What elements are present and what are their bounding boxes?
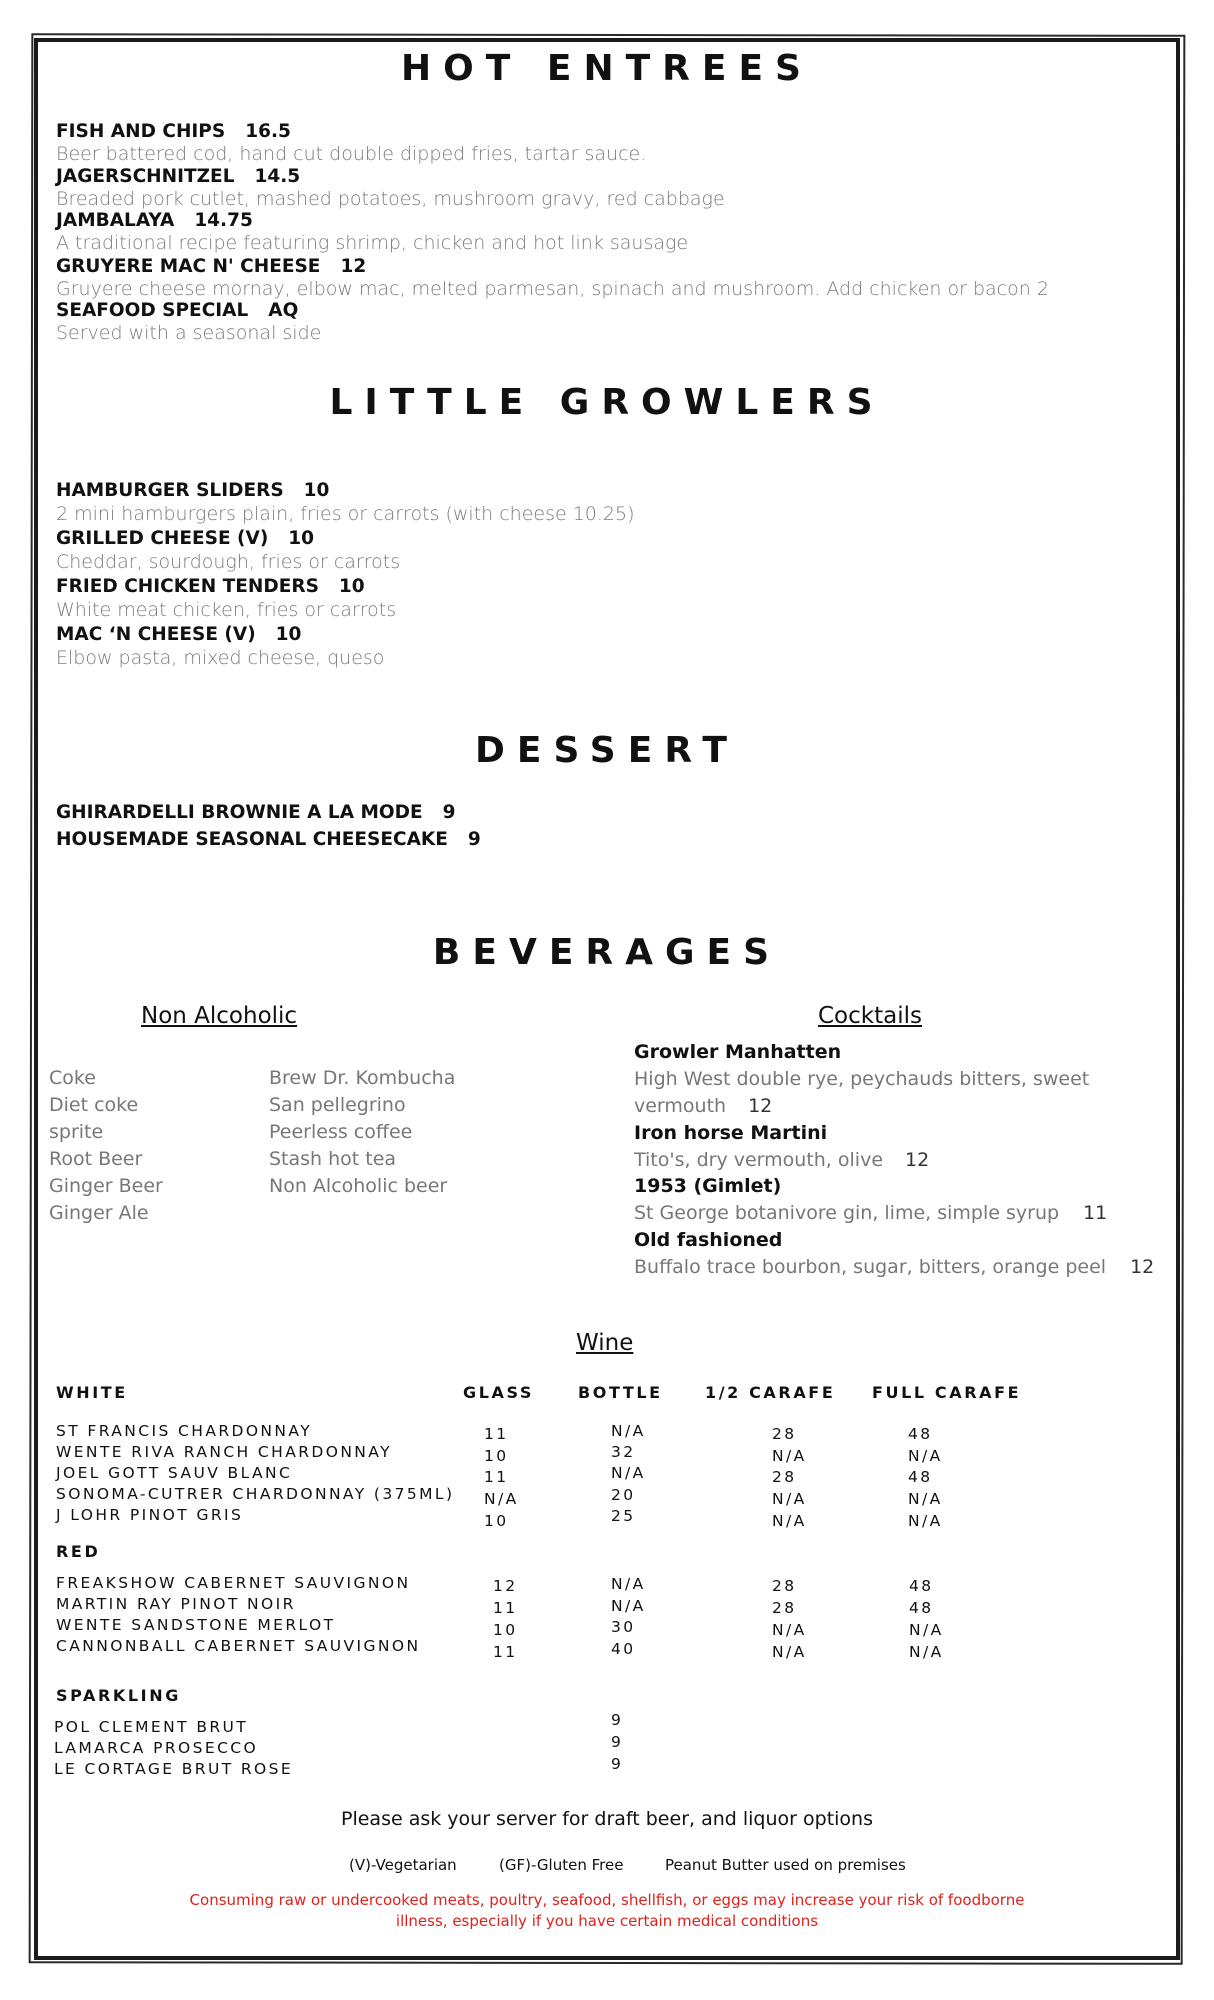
item-description: Elbow pasta, mixed cheese, queso [56, 647, 385, 669]
wine-name: JOEL GOTT SAUV BLANC [56, 1464, 293, 1482]
beverage-item: San pellegrino [269, 1094, 406, 1116]
wine-glass: N/A [484, 1490, 519, 1508]
item-description: White meat chicken, fries or carrots [56, 599, 397, 621]
wine-name: FREAKSHOW CABERNET SAUVIGNON [56, 1574, 411, 1592]
cocktail-description [634, 1095, 772, 1117]
item-price: 12 [340, 256, 367, 277]
wine-sparkling-label: SPARKLING [56, 1686, 181, 1705]
cocktail-description-text: Tito's, dry vermouth, olive [634, 1149, 884, 1171]
item-description: Served with a seasonal side [56, 322, 322, 344]
wine-name: POL CLEMENT BRUT [54, 1718, 249, 1736]
wine-full: N/A [909, 1621, 944, 1639]
menu-item [56, 829, 481, 850]
wine-col-full-carafe: FULL CARAFE [872, 1383, 1022, 1402]
item-description: A traditional recipe featuring shrimp, chicken and hot link sausage [56, 232, 689, 254]
item-name: JAMBALAYA [56, 210, 175, 231]
wine-bottle: 30 [611, 1618, 636, 1636]
wine-glass: 11 [484, 1425, 509, 1443]
wine-bottle: N/A [611, 1422, 646, 1440]
menu-item [56, 121, 291, 142]
wine-bottle: N/A [611, 1597, 646, 1615]
wine-bottle: 25 [611, 1507, 636, 1525]
wine-half: N/A [772, 1490, 807, 1508]
item-description: Gruyere cheese mornay, elbow mac, melted parmesan, spinach and mushroom. Add chicken or bacon 2 [56, 278, 1049, 300]
item-price: AQ [268, 300, 299, 321]
dessert-title: DESSERT [475, 730, 739, 771]
wine-bottle: N/A [611, 1464, 646, 1482]
wine-glass: 10 [484, 1512, 509, 1530]
item-price: 16.5 [245, 121, 291, 142]
wine-col-half-carafe: 1/2 CARAFE [705, 1383, 836, 1402]
beverage-item: Peerless coffee [269, 1121, 413, 1143]
wine-name: SONOMA-CUTRER CHARDONNAY (375ML) [56, 1485, 455, 1503]
item-price: 10 [338, 576, 365, 597]
wine-heading: Wine [576, 1330, 634, 1356]
wine-full: N/A [908, 1447, 943, 1465]
menu-item [56, 528, 314, 549]
wine-full: 48 [908, 1425, 933, 1443]
cocktail-price: 12 [748, 1095, 773, 1117]
item-description: 2 mini hamburgers plain, fries or carrots (with cheese 10.25) [56, 503, 635, 525]
wine-name: MARTIN RAY PINOT NOIR [56, 1595, 296, 1613]
item-name: GRILLED CHEESE (V) [56, 528, 269, 549]
wine-full: 48 [909, 1599, 934, 1617]
wine-glass: 10 [493, 1621, 518, 1639]
beverages-title: BEVERAGES [432, 932, 782, 973]
legend-peanut-butter: Peanut Butter used on premises [665, 1856, 906, 1874]
cocktail-price: 12 [905, 1149, 930, 1171]
wine-bottle: 9 [611, 1733, 624, 1751]
item-name: HAMBURGER SLIDERS [56, 480, 284, 501]
wine-name: WENTE SANDSTONE MERLOT [56, 1616, 336, 1634]
beverage-item: Diet coke [49, 1094, 139, 1116]
wine-bottle: 9 [611, 1755, 624, 1773]
item-price: 10 [303, 480, 330, 501]
wine-col-glass: GLASS [463, 1383, 535, 1402]
beverage-item: Ginger Beer [49, 1175, 163, 1197]
wine-glass: 11 [484, 1468, 509, 1486]
beverage-item: sprite [49, 1121, 104, 1143]
wine-half: 28 [772, 1425, 797, 1443]
wine-bottle: 9 [611, 1711, 624, 1729]
wine-full: N/A [909, 1643, 944, 1661]
cocktail-description-cont: vermouth [634, 1095, 727, 1117]
cocktail-name: 1953 (Gimlet) [634, 1175, 782, 1197]
wine-name: LE CORTAGE BRUT ROSE [54, 1760, 294, 1778]
cocktail-name: Old fashioned [634, 1229, 783, 1251]
menu-item [56, 256, 366, 277]
wine-col-white: WHITE [56, 1383, 128, 1402]
item-price: 14.5 [254, 166, 301, 187]
cocktail-name: Growler Manhatten [634, 1041, 842, 1063]
beverage-item: Stash hot tea [269, 1148, 397, 1170]
item-name: GHIRARDELLI BROWNIE A LA MODE [56, 802, 423, 823]
menu-item [56, 624, 301, 645]
item-price: 9 [467, 829, 481, 850]
wine-full: 48 [909, 1577, 934, 1595]
cocktail-price: 12 [1130, 1256, 1155, 1278]
wine-name: ST FRANCIS CHARDONNAY [56, 1422, 313, 1440]
beverage-item: Non Alcoholic beer [269, 1175, 448, 1197]
wine-glass: 11 [493, 1599, 518, 1617]
cocktail-description-text: St George botanivore gin, lime, simple syrup [634, 1202, 1060, 1224]
beverage-item: Root Beer [49, 1148, 143, 1170]
cocktail-description [634, 1202, 1107, 1224]
menu-item [56, 210, 253, 231]
wine-bottle: 32 [611, 1443, 636, 1461]
wine-col-bottle: BOTTLE [578, 1383, 663, 1402]
menu-item [56, 576, 365, 597]
item-name: FRIED CHICKEN TENDERS [56, 576, 319, 597]
cocktail-description [634, 1256, 1154, 1278]
wine-bottle: N/A [611, 1575, 646, 1593]
menu-item [56, 802, 456, 823]
wine-glass: 11 [493, 1643, 518, 1661]
wine-full: N/A [908, 1490, 943, 1508]
item-price: 10 [275, 624, 302, 645]
little-growlers-title: LITTLE GROWLERS [329, 382, 885, 423]
item-name: MAC ‘N CHEESE (V) [56, 624, 256, 645]
item-price: 9 [442, 802, 456, 823]
item-price: 10 [288, 528, 315, 549]
cocktail-description: High West double rye, peychauds bitters, sweet [634, 1068, 1090, 1090]
wine-name: LAMARCA PROSECCO [54, 1739, 259, 1757]
wine-half: 28 [772, 1599, 797, 1617]
wine-glass: 10 [484, 1447, 509, 1465]
menu-item [56, 166, 300, 187]
legend-vegetarian: (V)-Vegetarian [349, 1856, 457, 1874]
item-price: 14.75 [194, 210, 253, 231]
item-name: HOUSEMADE SEASONAL CHEESECAKE [56, 829, 448, 850]
wine-half: N/A [772, 1447, 807, 1465]
wine-name: CANNONBALL CABERNET SAUVIGNON [56, 1637, 421, 1655]
wine-bottle: 40 [611, 1640, 636, 1658]
menu-item [56, 300, 298, 321]
wine-name: J LOHR PINOT GRIS [56, 1506, 244, 1524]
food-safety-warning-line-1: Consuming raw or undercooked meats, poultry, seafood, shellfish, or eggs may increase your risk of foodborne [189, 1891, 1025, 1909]
beverage-item: Ginger Ale [49, 1202, 149, 1224]
item-name: SEAFOOD SPECIAL [56, 300, 249, 321]
cocktail-description-text: Buffalo trace bourbon, sugar, bitters, orange peel [634, 1256, 1107, 1278]
wine-half: N/A [772, 1621, 807, 1639]
wine-full: 48 [908, 1468, 933, 1486]
item-description: Beer battered cod, hand cut double dipped fries, tartar sauce. [56, 143, 647, 165]
wine-name: WENTE RIVA RANCH CHARDONNAY [56, 1443, 392, 1461]
menu-item [56, 480, 329, 501]
item-description: Breaded pork cutlet, mashed potatoes, mushroom gravy, red cabbage [56, 188, 725, 210]
footer-note: Please ask your server for draft beer, and liquor options [341, 1808, 873, 1830]
cocktails-heading: Cocktails [818, 1003, 922, 1029]
cocktail-price: 11 [1083, 1202, 1108, 1224]
wine-bottle: 20 [611, 1486, 636, 1504]
beverage-item: Brew Dr. Kombucha [269, 1067, 456, 1089]
wine-half: N/A [772, 1643, 807, 1661]
wine-half: N/A [772, 1512, 807, 1530]
item-name: GRUYERE MAC N' CHEESE [56, 256, 321, 277]
beverage-item: Coke [49, 1067, 96, 1089]
wine-half: 28 [772, 1577, 797, 1595]
item-name: FISH AND CHIPS [56, 121, 226, 142]
item-description: Cheddar, sourdough, fries or carrots [56, 551, 401, 573]
hot-entrees-title: HOT ENTREES [401, 48, 813, 89]
cocktail-description [634, 1149, 929, 1171]
wine-half: 28 [772, 1468, 797, 1486]
item-name: JAGERSCHNITZEL [56, 166, 235, 187]
wine-red-label: RED [56, 1542, 101, 1561]
legend-gluten-free: (GF)-Gluten Free [499, 1856, 624, 1874]
non-alcoholic-heading: Non Alcoholic [141, 1003, 298, 1029]
cocktail-name: Iron horse Martini [634, 1122, 828, 1144]
food-safety-warning-line-2: illness, especially if you have certain medical conditions [395, 1912, 819, 1930]
wine-glass: 12 [493, 1577, 518, 1595]
wine-full: N/A [908, 1512, 943, 1530]
